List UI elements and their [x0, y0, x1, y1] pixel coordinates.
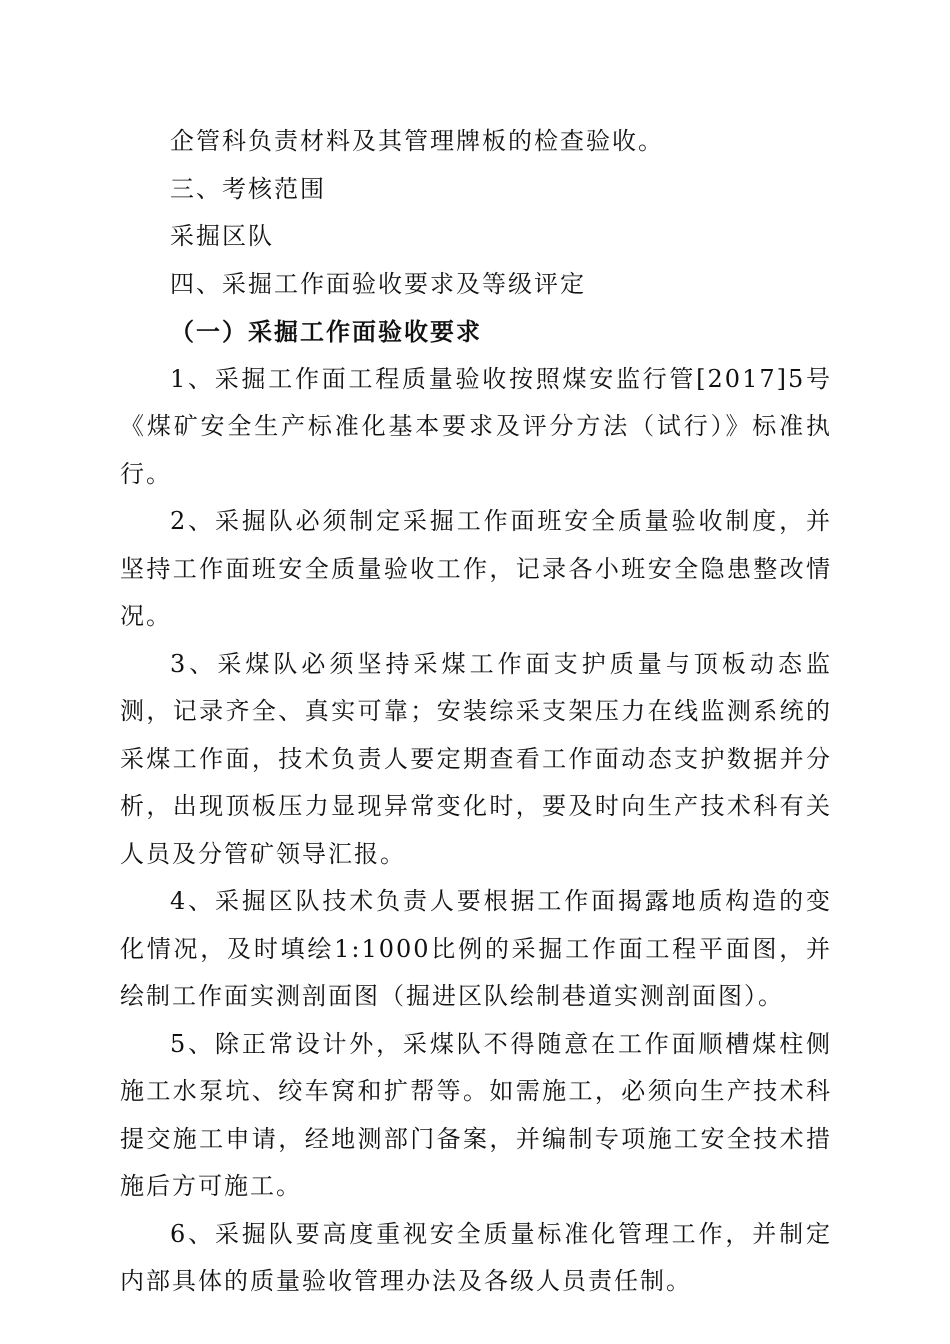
document-body — [120, 118, 832, 1306]
list-item-2: 2、采掘队必须制定采掘工作面班安全质量验收制度，并坚持工作面班安全质量验收工作，记录各小班安全隐患整改情况。 — [120, 507, 832, 630]
list-item-1: 1、采掘工作面工程质量验收按照煤安监行管[2017]5号《煤矿安全生产标准化基本要求及评分方法（试行）》标准执行。 — [120, 364, 832, 488]
section-heading-requirements: 四、采掘工作面验收要求及等级评定 — [170, 269, 586, 298]
paragraph-1: 企管科负责材料及其管理牌板的检查验收。 — [170, 127, 664, 155]
subsection-heading: （一）采掘工作面验收要求 — [170, 317, 482, 346]
list-item-4: 4、采掘区队技术负责人要根据工作面揭露地质构造的变化情况，及时填绘1:1000比例的采掘工作面工程平面图，并绘制工作面实测剖面图（掘进区队绘制巷道实测剖面图）。 — [120, 887, 832, 1010]
paragraph-scope: 采掘区队 — [170, 222, 274, 250]
list-item-5: 5、除正常设计外，采煤队不得随意在工作面顺槽煤柱侧施工水泵坑、绞车窝和扩帮等。如需施工，必须向生产技术科提交施工申请，经地测部门备案，并编制专项施工安全技术措施后方可施工。 — [120, 1029, 832, 1200]
section-heading-scope: 三、考核范围 — [170, 174, 326, 203]
list-item-3: 3、采煤队必须坚持采煤工作面支护质量与顶板动态监测，记录齐全、真实可靠；安装综采支架压力在线监测系统的采煤工作面，技术负责人要定期查看工作面动态支护数据并分析，出现顶板压力显现异常变化时，要及时向生产技术科有关人员及分管矿领导汇报。 — [120, 649, 832, 868]
list-item-6: 6、采掘队要高度重视安全质量标准化管理工作，并制定内部具体的质量验收管理办法及各级人员责任制。 — [120, 1219, 832, 1295]
